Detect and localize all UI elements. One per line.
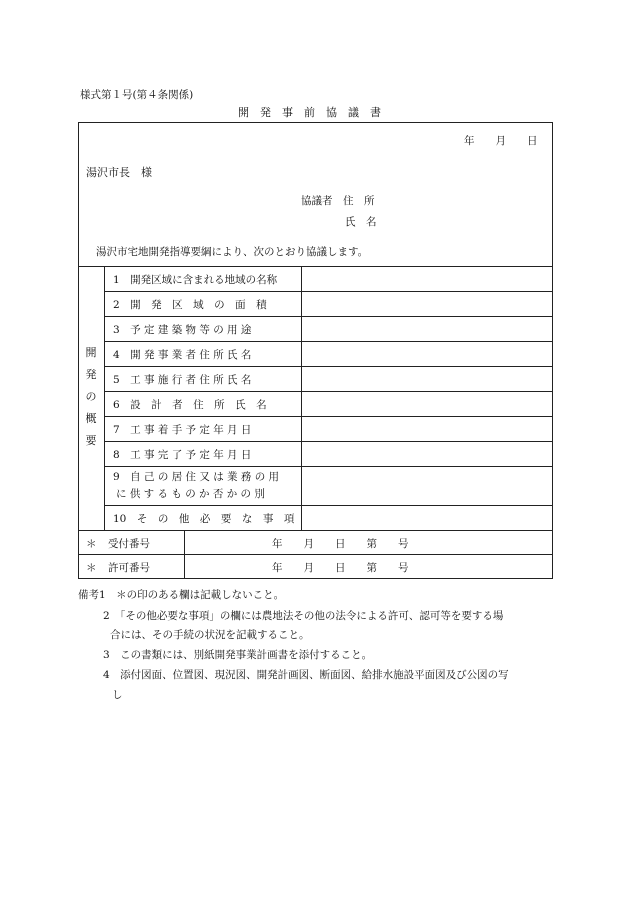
- permit-value: 年 月 日 第 号: [272, 562, 409, 574]
- note-4: 4 添付図面、位置図、現況図、開発計画図、断面図、給排水施設平面図及び公図の写: [103, 669, 509, 681]
- category-char: 概: [85, 412, 97, 425]
- overview-row-label: 1 開発区域に含まれる地域の名称: [113, 274, 278, 286]
- overview-row-label-continued: に 供 す る も の か 否 か の 別: [116, 488, 265, 500]
- addressee: 湯沢市長 様: [86, 166, 152, 179]
- note-2-continued: 合には、その手続の状況を記載すること。: [110, 629, 310, 641]
- overview-row-label: 2 開 発 区 域 の 面 積: [113, 299, 267, 311]
- note-2: 2 「その他必要な事項」の欄には農地法その他の法令による許可、認可等を要する場: [103, 610, 504, 622]
- overview-row-label: 7 工 事 着 手 予 定 年 月 日: [113, 424, 252, 436]
- overview-row-label: 9 自 己 の 居 住 又 は 業 務 の 用: [113, 471, 280, 483]
- applicant-name-label: 氏 名: [345, 216, 377, 228]
- overview-row-label: 5 工 事 施 行 者 住 所 氏 名: [113, 374, 252, 386]
- receipt-label: 受付番号: [108, 538, 150, 550]
- receipt-value: 年 月 日 第 号: [272, 538, 409, 550]
- document-title: 開 発 事 前 協 議 書: [238, 106, 381, 119]
- permit-mark: ＊: [86, 562, 97, 574]
- note-1: 備考1 ＊の印のある欄は記載しないこと。: [78, 589, 285, 601]
- permit-label: 許可番号: [108, 562, 150, 574]
- note-4-continued: し: [112, 689, 123, 701]
- applicant-address-label: 協議者 住 所: [301, 195, 375, 207]
- receipt-mark: ＊: [86, 538, 97, 550]
- overview-row-label: 8 工 事 完 了 予 定 年 月 日: [113, 449, 252, 461]
- overview-row-label: 4 開 発 事 業 者 住 所 氏 名: [113, 349, 252, 361]
- category-char: 発: [85, 368, 97, 381]
- overview-row-label: 6 設 計 者 住 所 氏 名: [113, 399, 267, 411]
- note-3: 3 この書類には、別紙開発事業計画書を添付すること。: [103, 649, 373, 661]
- category-char: 開: [85, 346, 97, 359]
- date-line: 年 月 日: [464, 135, 538, 147]
- overview-row-label: 3 予 定 建 築 物 等 の 用 途: [113, 324, 252, 336]
- form-number: 様式第１号(第４条関係): [80, 89, 194, 101]
- overview-row-label: 10 そ の 他 必 要 な 事 項: [113, 513, 295, 525]
- category-char: 要: [85, 434, 97, 447]
- category-char: の: [85, 390, 97, 403]
- statement: 湯沢市宅地開発指導要綱により、次のとおり協議します。: [96, 246, 369, 258]
